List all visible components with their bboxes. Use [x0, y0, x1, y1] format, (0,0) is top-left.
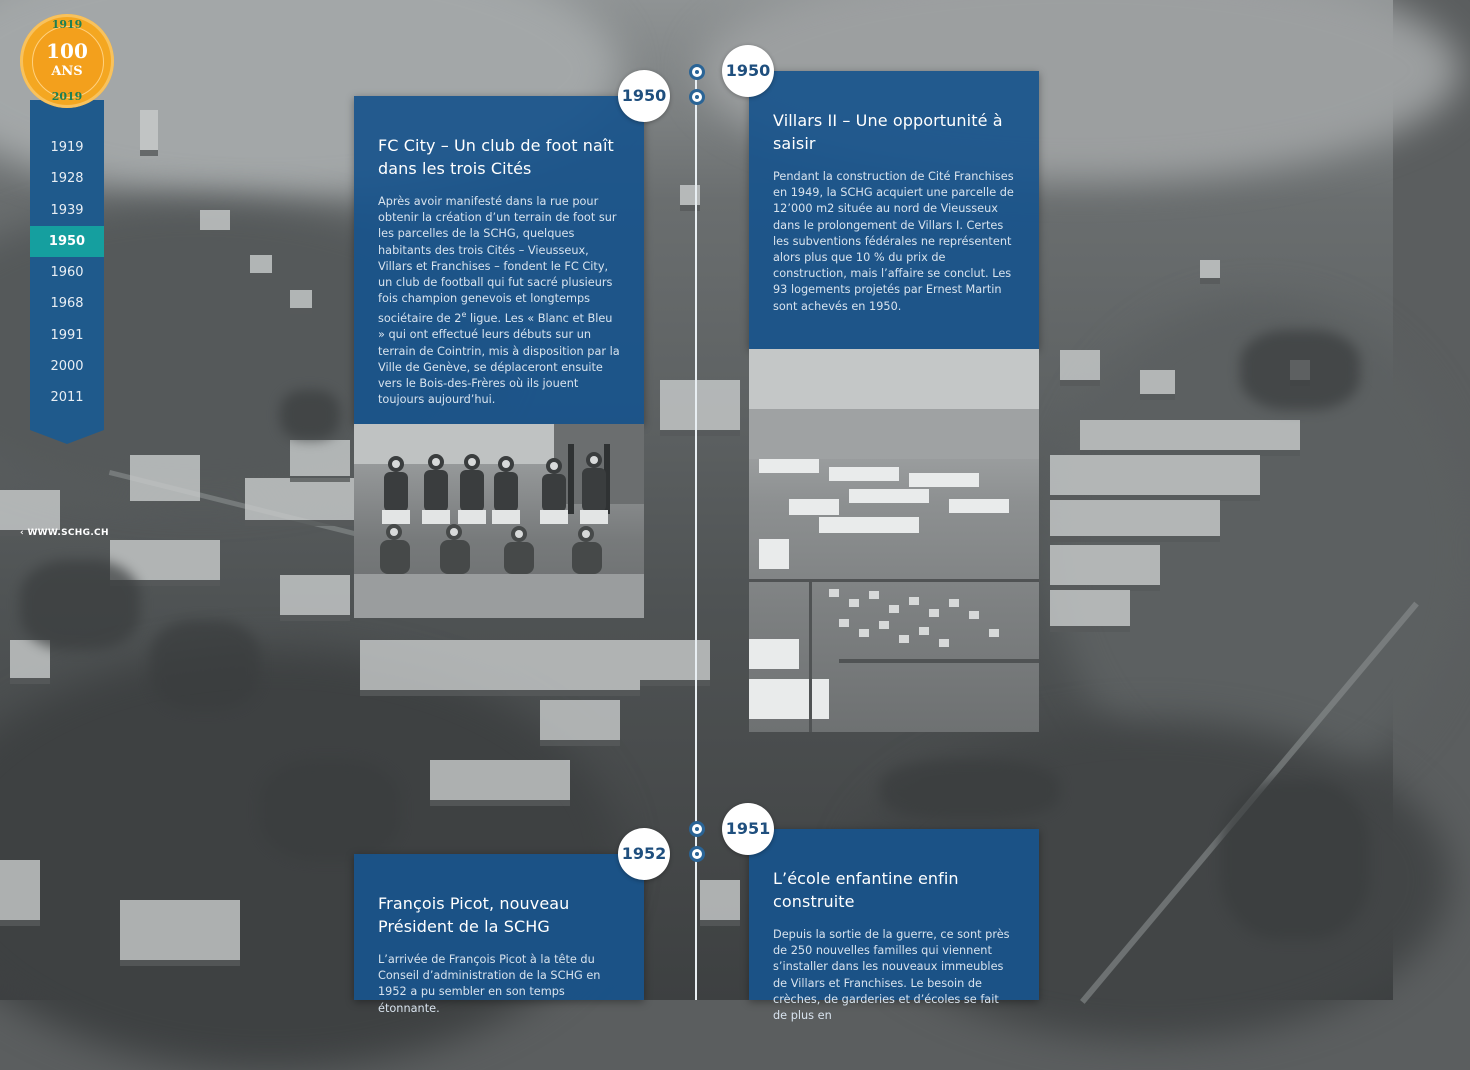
timeline-card-francois-picot[interactable] [354, 854, 644, 1015]
timeline-node[interactable] [689, 846, 705, 862]
nav-item-1950[interactable]: 1950 [30, 226, 104, 257]
timeline-node[interactable] [689, 89, 705, 105]
card-title: Villars II – Une opportunité à saisir [773, 111, 1003, 153]
anniversary-logo[interactable] [20, 14, 114, 108]
timeline-card-ecole-enfantine[interactable] [749, 829, 1039, 1023]
card-year-badge: 1950 [618, 70, 670, 122]
logo-label: ANS [51, 64, 83, 79]
nav-item-1928[interactable]: 1928 [50, 171, 84, 187]
card-year-badge: 1952 [618, 828, 670, 880]
nav-item-1991[interactable]: 1991 [50, 327, 84, 343]
nav-item-1960[interactable]: 1960 [50, 265, 84, 281]
card-body [378, 194, 620, 408]
card-body: Depuis la sortie de la guerre, ce sont près de 250 nouvelles familles qui viennent s’installer dans les nouveaux immeubles de Villars et Franchises. Le besoin de crèches, de garderies et d’écoles se fait de plus en [773, 928, 1010, 1023]
timeline-card-villars-ii[interactable] [749, 71, 1039, 349]
card-body-superscript: e [461, 310, 467, 320]
back-to-website-link[interactable]: ‹ WWW.SCHG.CH [20, 528, 109, 538]
nav-item-2011[interactable]: 2011 [50, 390, 84, 406]
card-title: FC City – Un club de foot naît dans les trois Cités [378, 136, 614, 178]
logo-number: 100 [46, 39, 88, 63]
card-body-text-2: ligue. Les « Blanc et Bleu » qui ont effectué leurs débuts sur un terrain de Cointrin, mis à disposition par la Ville de Genève, se déplaceront ensuite vers le Bois-des-Frères où ils jouent toujours aujourd’hui. [378, 312, 620, 407]
logo-year-end: 2019 [51, 90, 83, 103]
fc-city-team-photo [354, 424, 644, 618]
card-title: L’école enfantine enfin construite [773, 869, 959, 911]
card-body: Pendant la construction de Cité Franchises en 1949, la SCHG acquiert une parcelle de 12’000 m2 située au nord de Vieusseux dans le prolongement de Villars I. Certes les subventions fédérales ne représentent alors plus que 10 % du prix de construction, mais l’affaire se conclut. Les 93 logements projetés par Ernest Martin sont achevés en 1950. [773, 170, 1014, 313]
nav-item-1919[interactable]: 1919 [50, 140, 84, 155]
card-year-badge: 1951 [722, 803, 774, 855]
card-body: L’arrivée de François Picot à la tête du Conseil d’administration de la SCHG en 1952 a pu sembler en son temps étonnante. [378, 953, 601, 1015]
card-title: François Picot, nouveau Président de la SCHG [378, 894, 570, 936]
team-photo-image [354, 424, 644, 618]
card-body-text-1: Après avoir manifesté dans la rue pour obtenir la création d’un terrain de foot sur les parcelles de la SCHG, quelques habitants des trois Cités – Vieusseux, Villars et Franchises – fondent le FC City, un club de football qui fut sacré plusieurs fois champion genevois et longtemps sociétaire de 2 [378, 195, 617, 326]
year-navigation [30, 100, 104, 430]
timeline-card-fc-city[interactable] [354, 96, 644, 424]
card-year-badge: 1950 [722, 45, 774, 97]
villars-ii-aerial-photo [749, 349, 1039, 732]
nav-item-1939[interactable]: 1939 [50, 202, 84, 218]
timeline-node[interactable] [689, 821, 705, 837]
nav-item-2000[interactable]: 2000 [50, 359, 84, 375]
logo-year-start: 1919 [51, 18, 83, 31]
villars-aerial-image [749, 349, 1039, 732]
nav-item-1968[interactable]: 1968 [50, 296, 84, 312]
timeline-node[interactable] [689, 64, 705, 80]
